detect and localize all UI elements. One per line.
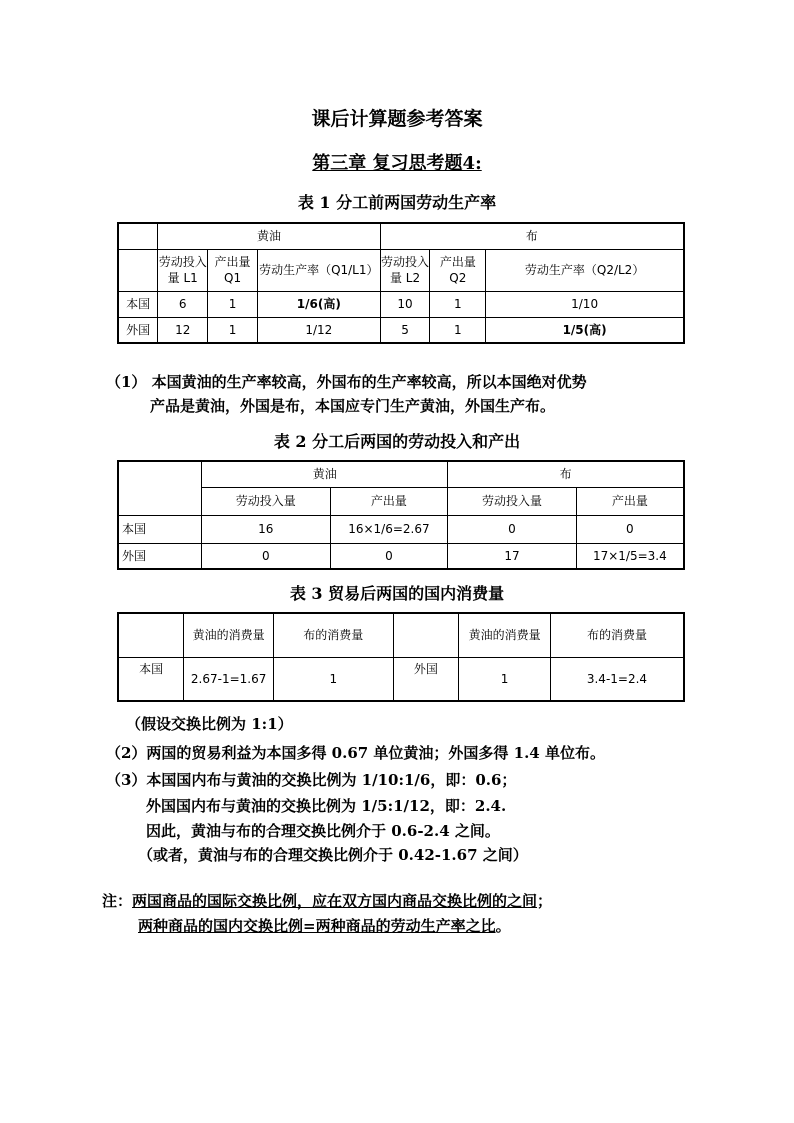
answer3-line2: 外国国内布与黄油的交换比例为 1/5:1/12，即：2.4. bbox=[146, 797, 507, 815]
table-row bbox=[118, 543, 684, 569]
table2-country: 外国 bbox=[118, 543, 202, 569]
answer1-line2: 产品是黄油，外国是布，本国应专门生产黄油，外国生产布。 bbox=[150, 397, 556, 415]
answer3-line3: 因此，黄油与布的合理交换比例介于 0.6-2.4 之间。 bbox=[146, 822, 500, 840]
table-cell: 16×1/6=2.67 bbox=[330, 515, 448, 543]
table3-header-cell: 布的消费量 bbox=[550, 613, 684, 657]
note-text-2: 两种商品的国内交换比例=两种商品的劳动生产率之比 bbox=[138, 917, 496, 935]
table-cell: 17×1/5=3.4 bbox=[576, 543, 684, 569]
note-prefix: 注： bbox=[102, 892, 133, 910]
table-cell: 1 bbox=[274, 657, 394, 701]
table-cell: 1 bbox=[430, 317, 486, 343]
table-row bbox=[118, 515, 684, 543]
table1-group-cloth: 布 bbox=[380, 223, 684, 249]
table-cell: 1 bbox=[430, 291, 486, 317]
table1-header-cell: 劳动投入量 L2 bbox=[380, 249, 430, 291]
answer1-line1: （1） 本国黄油的生产率较高，外国布的生产率较高，所以本国绝对优势 bbox=[106, 373, 587, 391]
table2-caption: 表 2 分工后两国的劳动投入和产出 bbox=[273, 432, 521, 451]
table3-country-home: 本国 bbox=[118, 657, 184, 701]
table3-caption: 表 3 贸易后两国的国内消费量 bbox=[289, 584, 505, 603]
table1-header-cell: 劳动生产率（Q2/L2） bbox=[486, 249, 684, 291]
table3-header-cell: 布的消费量 bbox=[274, 613, 394, 657]
table2-header-cell: 劳动投入量 bbox=[202, 487, 330, 515]
chapter-heading-text: 第三章 复习思考题4: bbox=[312, 153, 482, 174]
table-cell: 16 bbox=[202, 515, 330, 543]
table-cell: 12 bbox=[158, 317, 208, 343]
table-cell: 1/12 bbox=[257, 317, 380, 343]
assumption-text: （假设交换比例为 1:1） bbox=[126, 715, 293, 733]
table-cell: 0 bbox=[576, 515, 684, 543]
table1-corner2 bbox=[118, 249, 158, 291]
answer3-line4: （或者，黄油与布的合理交换比例介于 0.42-1.67 之间） bbox=[138, 846, 528, 864]
page-title: 课后计算题参考答案 bbox=[311, 108, 483, 130]
table3-country-foreign: 外国 bbox=[393, 657, 459, 701]
table-cell: 17 bbox=[448, 543, 576, 569]
table-cell: 1/5(高) bbox=[486, 317, 684, 343]
table2-header-cell: 劳动投入量 bbox=[448, 487, 576, 515]
answer3-line1: （3）本国国内布与黄油的交换比例为 1/10:1/6，即：0.6； bbox=[106, 771, 517, 789]
note-text-1: 两国商品的国际交换比例，应在双方国内商品交换比例的之间 bbox=[132, 892, 538, 910]
chapter-heading bbox=[0, 149, 794, 175]
table1-country: 本国 bbox=[118, 291, 158, 317]
table1-group-butter: 黄油 bbox=[158, 223, 380, 249]
note-end-2: 。 bbox=[495, 917, 511, 935]
table2 bbox=[117, 460, 685, 570]
table2-header-cell: 产出量 bbox=[576, 487, 684, 515]
note-line1 bbox=[102, 889, 782, 913]
table2-group-cloth: 布 bbox=[448, 461, 684, 487]
table1-corner bbox=[118, 223, 158, 249]
table3-mid-corner bbox=[393, 613, 459, 657]
table-row bbox=[118, 657, 684, 701]
table1-caption: 表 1 分工前两国劳动生产率 bbox=[297, 193, 497, 212]
table3-header-cell: 黄油的消费量 bbox=[459, 613, 551, 657]
table2-country: 本国 bbox=[118, 515, 202, 543]
note-end-1: ； bbox=[537, 892, 553, 910]
table3 bbox=[117, 612, 685, 702]
table-cell: 2.67-1=1.67 bbox=[184, 657, 274, 701]
table-cell: 10 bbox=[380, 291, 430, 317]
table-row bbox=[118, 317, 684, 343]
table-cell: 5 bbox=[380, 317, 430, 343]
table2-header-cell: 产出量 bbox=[330, 487, 448, 515]
table3-corner bbox=[118, 613, 184, 657]
table1-header-cell: 产出量 Q1 bbox=[208, 249, 258, 291]
table-cell: 1/10 bbox=[486, 291, 684, 317]
table-cell: 1 bbox=[459, 657, 551, 701]
table2-group-butter: 黄油 bbox=[202, 461, 448, 487]
table1-country: 外国 bbox=[118, 317, 158, 343]
table-cell: 6 bbox=[158, 291, 208, 317]
table-cell: 1/6(高) bbox=[257, 291, 380, 317]
table1-header-cell: 劳动生产率（Q1/L1） bbox=[257, 249, 380, 291]
table-cell: 1 bbox=[208, 317, 258, 343]
table1-header-cell: 劳动投入量 L1 bbox=[158, 249, 208, 291]
table-cell: 1 bbox=[208, 291, 258, 317]
table1-header-cell: 产出量 Q2 bbox=[430, 249, 486, 291]
note-line2 bbox=[138, 914, 778, 938]
table-cell: 0 bbox=[202, 543, 330, 569]
answer2-text: （2）两国的贸易利益为本国多得 0.67 单位黄油；外国多得 1.4 单位布。 bbox=[106, 744, 605, 762]
table-cell: 0 bbox=[448, 515, 576, 543]
table-cell: 3.4-1=2.4 bbox=[550, 657, 684, 701]
table1 bbox=[117, 222, 685, 344]
table-cell: 0 bbox=[330, 543, 448, 569]
table2-corner bbox=[118, 461, 202, 515]
table-row bbox=[118, 291, 684, 317]
table3-header-cell: 黄油的消费量 bbox=[184, 613, 274, 657]
